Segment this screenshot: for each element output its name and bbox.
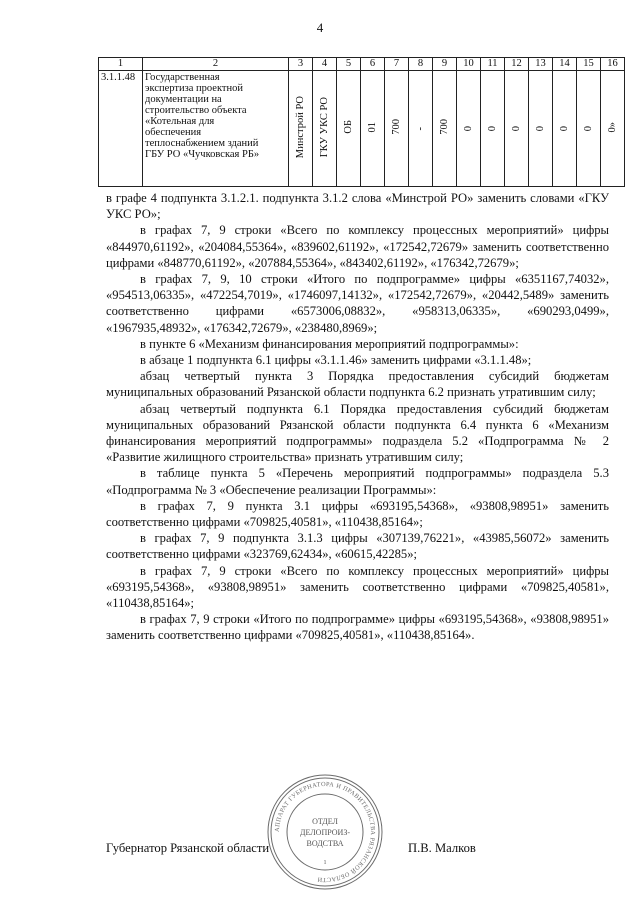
header-cell: 8 bbox=[409, 58, 433, 71]
signatory-title: Губернатор Рязанской области bbox=[106, 841, 270, 855]
header-cell: 7 bbox=[385, 58, 409, 71]
header-cell: 9 bbox=[433, 58, 457, 71]
cell-text: 0 bbox=[534, 125, 546, 131]
page-number: 4 bbox=[316, 20, 324, 35]
official-stamp bbox=[265, 772, 385, 892]
header-cell: 11 bbox=[481, 58, 505, 71]
paragraph: в графах 7, 9 подпункта 3.1.3 цифры «307139,76221», «43985,56072» заменить соответственно цифрами «323769,62434», «60615,42285»; bbox=[106, 531, 609, 562]
paragraph: в графах 7, 9 пункта 3.1 цифры «693195,54368», «93808,98951» заменить соответственно цифрами «709825,40581», «110438,85164»; bbox=[106, 498, 609, 530]
table-row bbox=[99, 71, 625, 187]
paragraph: абзац четвертый подпункта 6.1 Порядка предоставления субсидий бюджетам муниципальных образований Рязанской области подпункта 6.4 пункта 6 «Механизм финансирования мероприятий подпрограммы» подраздела 5.2 «Подпрограмма № 2 «Развитие жилищного строительства» признать утратившим силу; bbox=[106, 401, 609, 465]
cell-text: 0» bbox=[606, 121, 618, 133]
header-cell: 15 bbox=[577, 58, 601, 71]
cell-text: - bbox=[414, 127, 426, 131]
description-line: «Котельная для bbox=[145, 116, 215, 128]
paragraph: в графах 7, 9 строки «Всего по комплексу процессных мероприятий» цифры «693195,54368», «93808,98951» заменить соответственно цифрами «709825,40581», «110438,85164»; bbox=[106, 563, 609, 611]
cell-text: ГКУ УКС РО bbox=[318, 96, 330, 158]
description-line: строительство объекта bbox=[145, 105, 247, 117]
cell-value bbox=[601, 71, 625, 187]
document-body bbox=[106, 190, 609, 644]
cell-text: 0 bbox=[462, 125, 474, 131]
description-line: экспертиза проектной bbox=[145, 83, 243, 95]
cell-value bbox=[385, 71, 409, 187]
cell-value bbox=[577, 71, 601, 187]
paragraph: в графах 7, 9 строки «Всего по комплексу процессных мероприятий» цифры «844970,61192», «204084,55364», «839602,61192», «172542,72679» заменить соответственно цифрами «848770,61192», «207884,55364», «843402,61192», «176342,72679»; bbox=[106, 223, 609, 270]
paragraph: абзац четвертый пункта 3 Порядка предоставления субсидий бюджетам муниципальных образований Рязанской области подпункта 6.2 признать утратившим силу; bbox=[106, 369, 609, 400]
cell-executor bbox=[313, 71, 337, 187]
cell-text: Минстрой РО bbox=[294, 95, 306, 159]
paragraph: в графах 7, 9 строки «Итого по подпрограмме» цифры «693195,54368», «93808,98951» заменить соответственно цифрами «709825,40581», «110438,85164». bbox=[106, 612, 609, 643]
description-line: теплоснабжением зданий bbox=[145, 138, 259, 150]
budget-table bbox=[98, 57, 625, 187]
header-cell: 10 bbox=[457, 58, 481, 71]
stamp-line: ДЕЛОПРОИЗ- bbox=[300, 828, 350, 837]
cell-value bbox=[505, 71, 529, 187]
cell-value bbox=[457, 71, 481, 187]
header-cell: 13 bbox=[529, 58, 553, 71]
paragraph: в пункте 6 «Механизм финансирования мероприятий подпрограммы»: bbox=[140, 336, 519, 351]
cell-text: 0 bbox=[486, 125, 498, 131]
stamp-ring-text: АППАРАТ ГУБЕРНАТОРА И ПРАВИТЕЛЬСТВА РЯЗАНСКОЙ ОБЛАСТИ bbox=[273, 780, 377, 884]
cell-text: 700 bbox=[390, 119, 402, 135]
header-cell: 6 bbox=[361, 58, 385, 71]
signatory-name: П.В. Малков bbox=[408, 841, 476, 855]
header-cell: 12 bbox=[505, 58, 529, 71]
paragraph: в абзаце 1 подпункта 6.1 цифры «3.1.1.46» заменить цифрами «3.1.1.48»; bbox=[140, 353, 532, 368]
row-code: 3.1.1.48 bbox=[99, 71, 143, 187]
paragraph: в графе 4 подпункта 3.1.2.1. подпункта 3.1.2 слова «Минстрой РО» заменить словами «ГКУ УКС РО»; bbox=[106, 191, 609, 222]
cell-source bbox=[337, 71, 361, 187]
header-cell: 14 bbox=[553, 58, 577, 71]
header-cell: 5 bbox=[337, 58, 361, 71]
cell-value bbox=[553, 71, 577, 187]
stamp-line: ОТДЕЛ bbox=[312, 817, 338, 826]
header-cell: 4 bbox=[313, 58, 337, 71]
description-line: ГБУ РО «Чучковская РБ» bbox=[145, 149, 260, 161]
cell-responsible bbox=[289, 71, 313, 187]
paragraph: в таблице пункта 5 «Перечень мероприятий подпрограммы» подраздела 5.3 «Подпрограмма № 3 «Обеспечение реализации Программы»: bbox=[106, 466, 609, 497]
paragraph: в графах 7, 9, 10 строки «Итого по подпрограмме» цифры «6351167,74032», «954513,06335», «472254,7019», «1746097,14132», «172542,72679», «20442,5489» заменить соответственно цифрами «6573006,08832», «958313,06335», «690293,0499», «1967935,48932», «176342,72679», «238480,8969»; bbox=[106, 272, 609, 335]
row-description bbox=[143, 71, 289, 187]
cell-text: 700 bbox=[438, 119, 450, 135]
cell-value bbox=[529, 71, 553, 187]
cell-text: 0 bbox=[510, 125, 522, 131]
description-line: Государственная bbox=[145, 72, 220, 83]
cell-text: 0 bbox=[582, 125, 594, 131]
header-cell: 16 bbox=[601, 58, 625, 71]
description-line: документации на bbox=[145, 94, 222, 106]
cell-code bbox=[361, 71, 385, 187]
cell-value bbox=[433, 71, 457, 187]
table-header-row bbox=[99, 58, 625, 71]
header-cell: 2 bbox=[143, 58, 289, 71]
stamp-mark: 1 bbox=[323, 860, 327, 866]
header-cell: 1 bbox=[99, 58, 143, 71]
stamp-line: ВОДСТВА bbox=[306, 839, 344, 848]
header-cell: 3 bbox=[289, 58, 313, 71]
cell-text: 0 bbox=[558, 125, 570, 131]
cell-text: ОБ bbox=[342, 120, 354, 134]
description-line: обеспечения bbox=[145, 127, 202, 139]
cell-value bbox=[481, 71, 505, 187]
cell-text: 01 bbox=[366, 121, 378, 133]
cell-value bbox=[409, 71, 433, 187]
